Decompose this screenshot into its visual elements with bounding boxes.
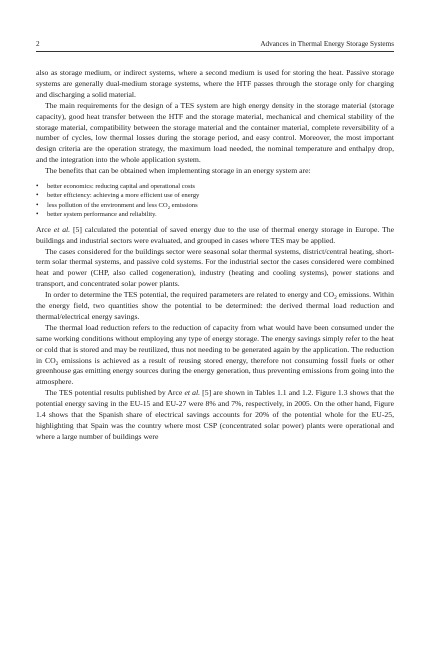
paragraph-text: [5] are shown in Tables 1.1 and 1.2. Figure 1.3 shows that the potential energy saving in the EU-15 and EU-27 were 8% and 7%, respectively, in 2005. On the other hand, Figure 1.4 shows that the Spanish share of electrical savings accounts for 20% of the potential whole for the EU-25, highlighting that Spain was the country where most CSP (concentrated solar power) plants were operational and where a large number of buildings were <box>36 388 395 441</box>
list-item: • better efficiency: achieving a more efficient use of energy <box>36 191 394 200</box>
paragraph-7 <box>36 323 394 388</box>
paragraph-5: The cases considered for the buildings sector were seasonal solar thermal systems, district/central heating, short-term solar thermal systems, and passive cold systems. For the industrial sector the cases considered were combined heat and power (CHP, also called cogeneration), industry (heating and cooling systems), power stations and transport, and concentrated solar power plants. <box>36 246 394 289</box>
paragraph-text: emissions. Within the energy field, two quantities show the potential to be determined: the derived thermal load reduction and thermal/electrical energy savings. <box>36 290 394 321</box>
list-item: • better economics: reducing capital and operational costs <box>36 182 394 191</box>
list-item <box>36 201 394 210</box>
running-head <box>36 40 394 52</box>
paragraph-8 <box>36 388 394 443</box>
author-name: Arce <box>36 224 51 234</box>
list-item-text: less pollution of the environment and less CO <box>47 201 168 209</box>
paragraph-text: The TES potential results published by Arce <box>45 388 185 398</box>
list-item-text: emissions <box>170 201 198 209</box>
subscript: 2 <box>334 295 337 302</box>
benefits-list <box>36 182 394 220</box>
paragraph-2: The main requirements for the design of a TES system are high energy density in the storage material (storage capacity), good heat transfer between the HTF and the storage material, mechanical and chemical stability of the storage material, compatibility between the storage material and the container material, complete reversibility of a number of cycles, low thermal losses during the storage period, and easy control. Moreover, the most important design criteria are the operation strategy, the maximum load needed, the nominal temperature and enthalpy drop, and the integration into the whole application system. <box>36 100 394 165</box>
paragraph-3: The benefits that can be obtained when implementing storage in an energy system are: <box>45 166 311 176</box>
paragraph-4 <box>36 225 394 247</box>
paragraph-6 <box>36 290 394 323</box>
page <box>36 40 394 443</box>
paragraph-text: emissions is achieved as a result of reusing stored energy, therefore not consuming fossil fuels or other greenhouse gas emitting energy sources during the energy generation, thus preventing emissions from going into the atmosphere. <box>36 355 394 387</box>
paragraph-text: [5] calculated the potential of saved energy due to the use of thermal energy storage in Europe. The buildings and industrial sectors were evaluated, and grouped in cases where TES may be applied. <box>36 224 395 245</box>
list-item: • better system performance and reliability. <box>36 210 394 219</box>
et-al: et al. <box>184 388 201 398</box>
paragraph-text: In order to determine the TES potential, the required parameters are related to energy and CO <box>45 290 335 300</box>
subscript: 2 <box>55 360 59 367</box>
page-number: 2 <box>36 40 40 48</box>
paragraph-text: The thermal load reduction refers to the reduction of capacity from what would have been consumed under the same working conditions without employing any type of energy storage. The energy savings simply refer to the heat or cold that is stored and may be reutilized, thus not needing to be generated again by the application. The reduction in CO <box>36 322 394 365</box>
body-text <box>36 68 394 443</box>
running-title: Advances in Thermal Energy Storage Systems <box>260 40 394 48</box>
paragraph-1: also as storage medium, or indirect systems, where a second medium is used for storing the heat. Passive storage systems are generally dual-medium storage systems, where the HTF passes through the storage only for charging and discharging a solid material. <box>36 68 394 99</box>
subscript: 2 <box>167 204 170 210</box>
et-al: et al. <box>53 224 71 234</box>
